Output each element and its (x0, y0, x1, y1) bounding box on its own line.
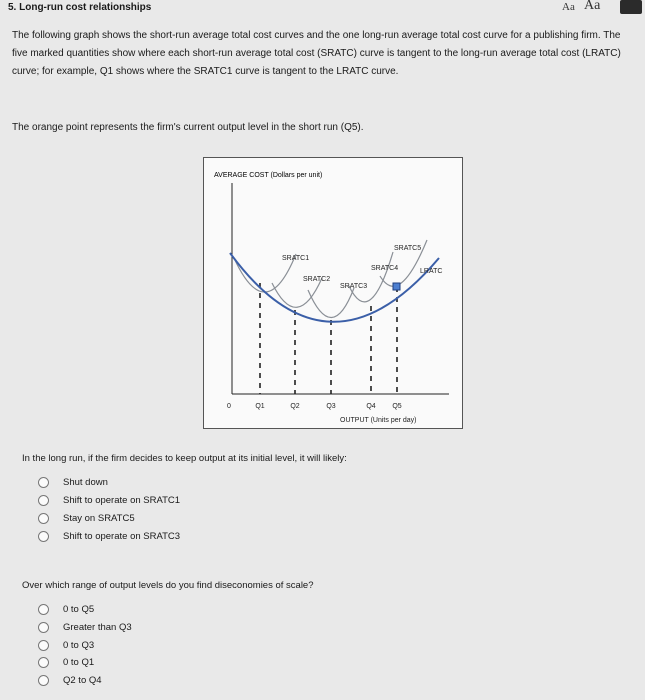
radio-button[interactable] (38, 640, 49, 651)
q1-option-shut-down[interactable] (38, 477, 108, 488)
lratc-label: LRATC (420, 268, 443, 275)
print-icon[interactable] (620, 0, 642, 14)
option-label: Q2 to Q4 (63, 675, 102, 686)
question-title: 5. Long-run cost relationships (8, 2, 152, 13)
q2-option-0-to-q3[interactable] (38, 640, 94, 651)
sratc3-label: SRATC3 (340, 283, 368, 290)
sratc4-label: SRATC4 (371, 265, 399, 272)
tick-q4: Q4 (366, 403, 376, 410)
option-label: Shut down (63, 477, 108, 488)
tick-q3: Q3 (326, 403, 336, 410)
option-label: 0 to Q1 (63, 657, 95, 668)
radio-button[interactable] (38, 531, 49, 542)
tick-q2: Q2 (290, 403, 300, 410)
radio-button[interactable] (38, 675, 49, 686)
q1-option-stay-sratc5[interactable] (38, 513, 135, 524)
q2-option-0-to-q1[interactable] (38, 657, 94, 668)
sratc2-label: SRATC2 (303, 276, 331, 283)
cost-chart (203, 157, 463, 429)
radio-button[interactable] (38, 495, 49, 506)
question-2-prompt: Over which range of output levels do you find diseconomies of scale? (22, 580, 314, 591)
sratc5-label: SRATC5 (394, 245, 422, 252)
chart-ylabel: AVERAGE COST (Dollars per unit) (214, 172, 323, 179)
q1-option-shift-sratc3[interactable] (38, 531, 180, 542)
radio-button[interactable] (38, 477, 49, 488)
option-label: Shift to operate on SRATC1 (63, 495, 181, 506)
orange-point-note: The orange point represents the firm's current output level in the short run (Q5). (12, 122, 364, 133)
sratc4-curve (349, 252, 393, 302)
font-size-increase-button[interactable]: Aa (584, 0, 601, 13)
current-output-point (393, 283, 400, 290)
top-bar (0, 0, 645, 20)
radio-button[interactable] (38, 604, 49, 615)
q2-option-0-to-q5[interactable] (38, 604, 94, 615)
radio-button[interactable] (38, 513, 49, 524)
cost-chart-svg (204, 158, 462, 428)
option-label: Stay on SRATC5 (63, 513, 135, 524)
question-intro: The following graph shows the short-run average total cost curves and the one long-run average total cost curve for a publishing firm. The five marked quantities show where each short-run average total cost (SRATC) curve is tangent to the long-run average total cost (LRATC) curve; for example, Q1 shows where the SRATC1 curve is tangent to the LRATC curve. (12, 30, 621, 77)
q2-option-q2-to-q4[interactable] (38, 675, 102, 686)
radio-button[interactable] (38, 622, 49, 633)
option-label: Shift to operate on SRATC3 (63, 531, 181, 542)
lratc-curve (230, 253, 439, 322)
question-1-prompt: In the long run, if the firm decides to keep output at its initial level, it will likely: (22, 453, 347, 464)
option-label: 0 to Q3 (63, 640, 95, 651)
radio-button[interactable] (38, 657, 49, 668)
q1-option-shift-sratc1[interactable] (38, 495, 180, 506)
option-label: 0 to Q5 (63, 604, 95, 615)
q2-option-greater-than-q3[interactable] (38, 622, 132, 633)
tick-origin: 0 (227, 403, 231, 410)
option-label: Greater than Q3 (63, 622, 132, 633)
chart-xlabel: OUTPUT (Units per day) (340, 417, 417, 424)
tick-q1: Q1 (255, 403, 265, 410)
font-size-decrease-button[interactable]: Aa (562, 1, 575, 13)
sratc1-label: SRATC1 (282, 255, 310, 262)
tick-q5: Q5 (392, 403, 402, 410)
